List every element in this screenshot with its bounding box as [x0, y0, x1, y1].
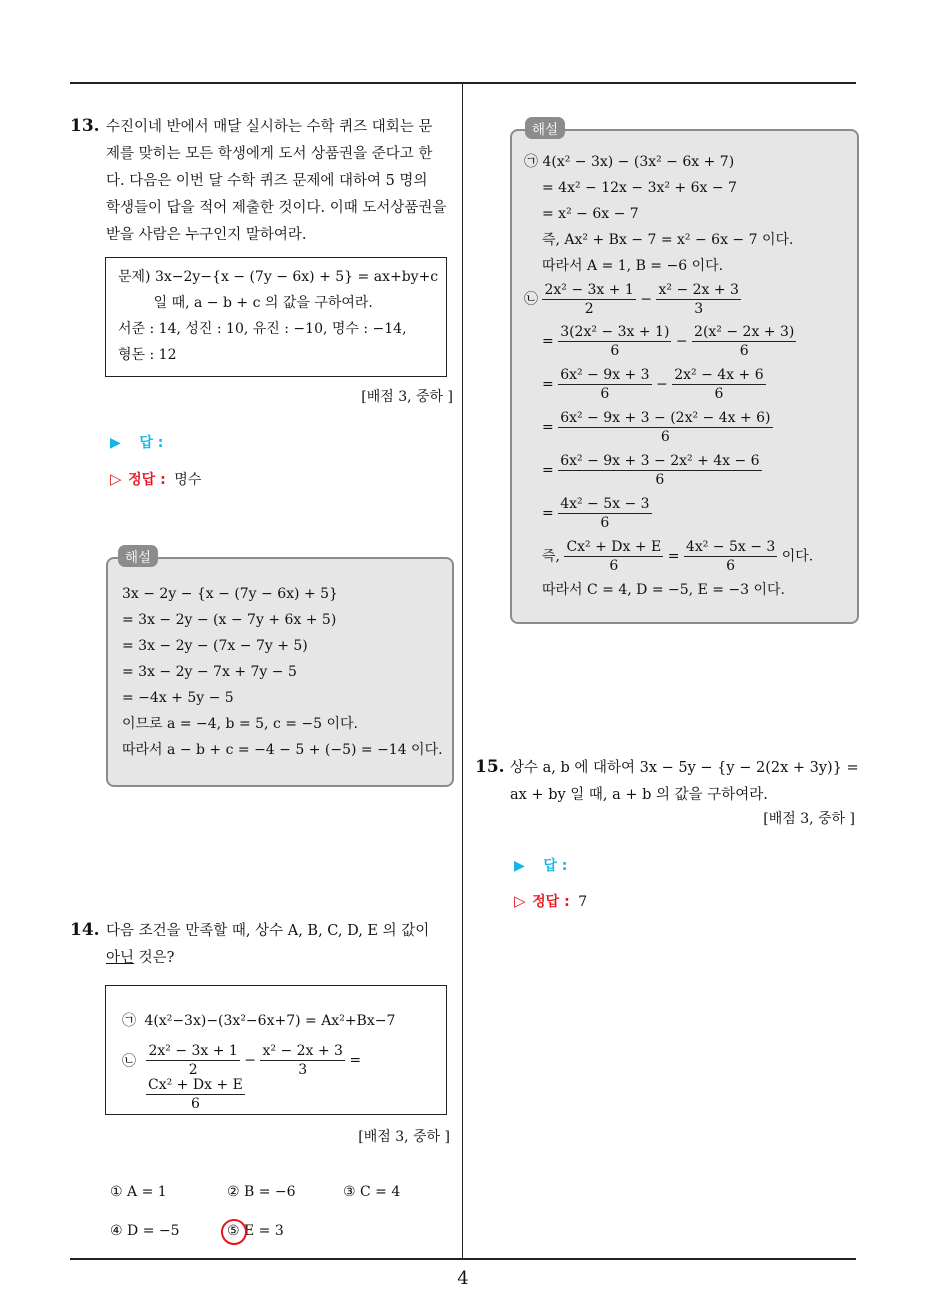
q14-text-line-2: [106, 945, 456, 972]
q13-explanation-line: = 3x − 2y − (7x − 7y + 5): [122, 638, 308, 654]
q14-explanation-frac-row: [542, 495, 652, 532]
choice-text: C = 4: [360, 1184, 401, 1200]
q13-box-line: 문제) 3x−2y−{x − (7y − 6x) + 5} = ax+by+c: [118, 269, 439, 285]
minus-sign: −: [675, 333, 688, 350]
q15-text-line: 상수 a, b 에 대하여 3x − 5y − {y − 2(2x + 3y)} =: [510, 760, 859, 776]
q13-score: [배점 3, 중하 ]: [361, 389, 453, 405]
q14-explanation-frac-row: [542, 323, 796, 360]
choice-text: B = −6: [244, 1184, 296, 1200]
equals-sign: =: [542, 505, 554, 522]
choice-2[interactable]: [227, 1184, 296, 1200]
q15-answer-row: [514, 855, 567, 875]
correct-choice-circle-icon: [221, 1219, 247, 1245]
q14-condition-2-rhs: [146, 1076, 245, 1113]
cond2-fraction-1: $\frac{\text{2x² − 3x + 1}}{2}$: [148, 1043, 238, 1078]
q13-answer-row: [110, 432, 163, 452]
q14-explanation-line: 즉, Ax² + Bx − 7 = x² − 6x − 7 이다.: [542, 232, 794, 248]
q15-correct-label: 정답 :: [532, 894, 570, 910]
q13-text-line: 제를 맞히는 모든 학생에게 도서 상품권을 준다고 한: [106, 146, 433, 162]
correct-arrow-icon: ▷: [514, 892, 526, 910]
q15-score: [배점 3, 중하 ]: [763, 811, 855, 827]
minus-sign: −: [640, 291, 653, 308]
cond1-marker: ㉠: [122, 1013, 136, 1029]
choice-text: A = 1: [127, 1184, 167, 1200]
q14-explanation-frac-row: [524, 281, 741, 318]
equals-sign: =: [349, 1052, 362, 1069]
q14-text-line: 다음 조건을 만족할 때, 상수 A, B, C, D, E 의 값이: [106, 923, 430, 939]
q13-correct-value: 명수: [174, 472, 202, 488]
q13-box-line: 서준 : 14, 성진 : 10, 유진 : −10, 명수 : −14,: [118, 321, 407, 337]
cond2-fraction-2: $\frac{\text{x² − 2x + 3}}{3}$: [262, 1043, 343, 1078]
q13-correct-label: 정답 :: [128, 472, 166, 488]
q13-explanation-line: = 3x − 2y − (x − 7y + 6x + 5): [122, 612, 337, 628]
cond2-fraction-3: $\frac{\text{Cx² + Dx + E}}{6}$: [148, 1077, 243, 1112]
q13-box-line: 형돈 : 12: [118, 347, 177, 363]
bottom-rule: [70, 1258, 856, 1260]
q13-box-line: 일 때, a − b + c 의 값을 구하여라.: [118, 295, 373, 311]
choice-marker: ②: [227, 1184, 240, 1200]
q13-text-line: 다. 다음은 이번 달 수학 퀴즈 문제에 대하여 5 명의: [106, 173, 428, 189]
q15-text-line: ax + by 일 때, a + b 의 값을 구하여라.: [510, 787, 768, 803]
q14-explanation-line: 따라서 C = 4, D = −5, E = −3 이다.: [542, 582, 786, 598]
choice-text: D = −5: [127, 1223, 180, 1239]
fraction: $\frac{\text{6x² − 9x + 3 − (2x² − 4x + 6)}}{6}$: [560, 410, 771, 445]
q13-answer-label: 답 :: [139, 435, 164, 451]
equals-sign: =: [542, 419, 554, 436]
equals-sign: =: [667, 548, 680, 565]
minus-sign: −: [656, 376, 668, 393]
q13-text-line: 받을 사람은 누구인지 말하여라.: [106, 227, 307, 243]
q14-explanation-line: = 4x² − 12x − 3x² + 6x − 7: [542, 180, 737, 196]
correct-arrow-icon: ▷: [110, 470, 122, 488]
cond2-marker: ㉡: [122, 1053, 136, 1070]
choice-marker: ⑤: [227, 1223, 240, 1239]
marker: ㉡: [524, 291, 538, 308]
q13-explanation-line: 이므로 a = −4, b = 5, c = −5 이다.: [122, 716, 358, 732]
choice-text: E = 3: [244, 1223, 284, 1239]
q14-conditions-box: [105, 985, 447, 1115]
q14-score: [배점 3, 중하 ]: [358, 1129, 450, 1145]
choice-marker: ③: [343, 1184, 356, 1200]
choice-marker: ④: [110, 1223, 123, 1239]
question-14-text: [106, 918, 456, 972]
answer-arrow-icon: ▶: [514, 858, 525, 874]
q13-explanation-tag: 해설: [118, 545, 158, 567]
fraction: $\frac{\text{4x² − 5x − 3}}{6}$: [560, 496, 650, 531]
q14-explanation-line: ㉠ 4(x² − 3x) − (3x² − 6x + 7): [524, 154, 735, 170]
column-divider: [462, 83, 463, 1259]
question-14-number: 14.: [70, 920, 100, 940]
fraction: $\frac{\text{3(2x² − 3x + 1)}}{6}$: [560, 324, 670, 359]
equals-sign: =: [542, 333, 554, 350]
fraction: $\frac{\text{2x² − 4x + 6}}{6}$: [674, 367, 764, 402]
page-number: 4: [457, 1268, 469, 1289]
q14-explanation-line: 따라서 A = 1, B = −6 이다.: [542, 258, 724, 274]
q13-explanation-line: = −4x + 5y − 5: [122, 690, 234, 706]
q14-text-rest: 것은?: [134, 950, 175, 966]
answer-arrow-icon: ▶: [110, 435, 121, 451]
q14-explanation-line: = x² − 6x − 7: [542, 206, 639, 222]
q15-answer-label: 답 :: [543, 858, 568, 874]
equals-sign: =: [542, 376, 554, 393]
choice-marker: ①: [110, 1184, 123, 1200]
q14-underlined-word: 아닌: [106, 950, 135, 966]
choice-4[interactable]: [110, 1223, 180, 1239]
fraction: $\frac{\text{Cx² + Dx + E}}{6}$: [566, 539, 662, 574]
top-rule: [70, 82, 856, 84]
q13-correct-row: [110, 469, 201, 489]
fraction: $\frac{\text{2(x² − 2x + 3)}}{6}$: [694, 324, 795, 359]
q14-explanation-box: [510, 129, 859, 624]
fraction: $\frac{\text{x² − 2x + 3}}{3}$: [658, 282, 739, 317]
choice-1[interactable]: [110, 1184, 167, 1200]
fraction: $\frac{\text{2x² − 3x + 1}}{2}$: [544, 282, 634, 317]
q13-text-line: 수진이네 반에서 매달 실시하는 수학 퀴즈 대회는 문: [106, 119, 433, 135]
q13-text-line: 학생들이 답을 적어 제출한 것이다. 이때 도서상품권을: [106, 200, 447, 216]
choice-3[interactable]: [343, 1184, 400, 1200]
question-13-number: 13.: [70, 116, 100, 136]
q15-correct-row: [514, 891, 587, 911]
cond1-expression: 4(x²−3x)−(3x²−6x+7) = Ax²+Bx−7: [144, 1013, 396, 1029]
question-15-number: 15.: [475, 757, 505, 777]
q14-explanation-frac-row: [542, 538, 813, 575]
text: 이다.: [781, 548, 814, 565]
equals-sign: =: [542, 462, 554, 479]
q14-condition-1: [122, 1010, 395, 1030]
q13-explanation-box: [106, 557, 454, 787]
q14-explanation-frac-row: [542, 409, 773, 446]
question-13-text: [106, 114, 456, 249]
q14-explanation-tag: 해설: [525, 117, 565, 139]
q13-problem-box: [105, 257, 447, 377]
q14-explanation-frac-row: [542, 452, 762, 489]
fraction: $\frac{\text{6x² − 9x + 3 − 2x² + 4x − 6}}{6}$: [560, 453, 760, 488]
q13-explanation-line: 3x − 2y − {x − (7y − 6x) + 5}: [122, 586, 338, 602]
q15-correct-value: 7: [578, 894, 588, 910]
minus-sign: −: [244, 1052, 257, 1069]
q14-condition-2: [122, 1042, 361, 1079]
text: 즉,: [542, 548, 560, 565]
q13-explanation-line: 따라서 a − b + c = −4 − 5 + (−5) = −14 이다.: [122, 742, 443, 758]
question-15-text: [510, 755, 859, 809]
q14-explanation-frac-row: [542, 366, 766, 403]
q13-explanation-line: = 3x − 2y − 7x + 7y − 5: [122, 664, 297, 680]
fraction: $\frac{\text{4x² − 5x − 3}}{6}$: [685, 539, 776, 574]
fraction: $\frac{\text{6x² − 9x + 3}}{6}$: [560, 367, 650, 402]
